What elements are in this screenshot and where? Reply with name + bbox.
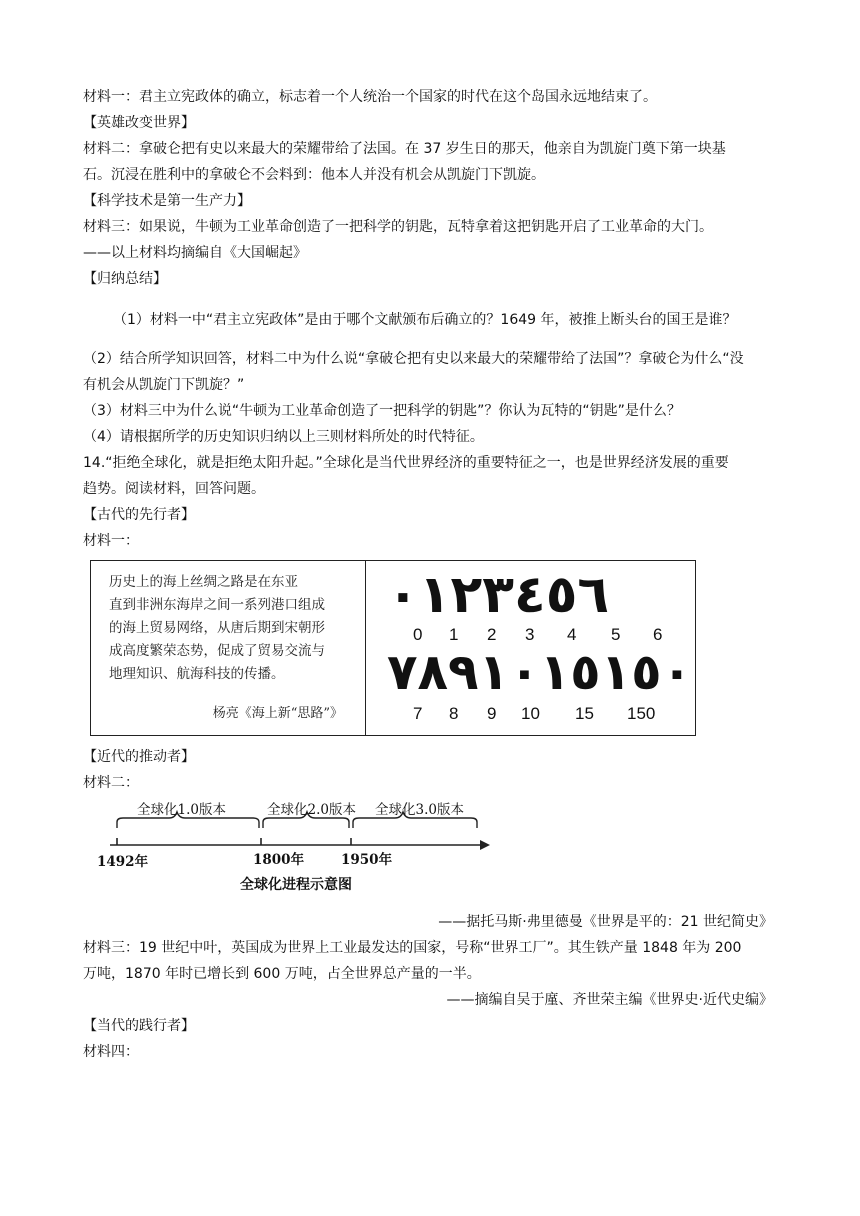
material-3-line-2: 万吨，1870 年时已增长到 600 万吨，占全世界总产量的一半。: [83, 966, 481, 982]
western-numeral: 9: [487, 704, 497, 723]
material-2-line-1: 材料二：拿破仑把有史以来最大的荣耀带给了法国。在 37 岁生日的那天，他亲自为凯旋门奠下第一块基: [83, 141, 726, 157]
timeline-arrow-icon: [480, 840, 490, 850]
figure-source: 杨亮《海上新“思路”》: [212, 706, 343, 721]
material-1: 材料一：君主立宪政体的确立，标志着一个人统治一个国家的时代在这个岛国永远地结束了。: [83, 89, 657, 105]
material-3: 材料三：如果说，牛顿为工业革命创造了一把科学的钥匙，瓦特拿着这把钥匙开启了工业革命的大门。: [83, 219, 713, 235]
heading-summary: 【归纳总结】: [83, 271, 167, 287]
western-numeral: 0: [413, 625, 423, 644]
figure-text-line: 的海上贸易网络，从唐后期到宋朝形: [109, 620, 325, 636]
arabic-numerals-row-2: ٧٨٩١٠١٥١٥٠: [387, 643, 693, 701]
label-globalization-1: 全球化1.0版本: [137, 802, 226, 818]
heading-science: 【科学技术是第一生产力】: [83, 193, 251, 209]
question-4: （4）请根据所学的历史知识归纳以上三则材料所处的时代特征。: [83, 429, 484, 445]
western-numerals-row-2: [367, 704, 695, 724]
western-numeral: 15: [575, 704, 594, 723]
material-4-label: 材料四：: [83, 1044, 139, 1060]
heading-modern: 【近代的推动者】: [83, 749, 195, 765]
western-numeral: 3: [525, 625, 535, 644]
timeline-caption: 全球化进程示意图: [240, 877, 352, 893]
question-2-line-2: 有机会从凯旋门下凯旋？”: [83, 377, 245, 393]
material-2-label: 材料二：: [83, 775, 139, 791]
figure-text-line: 地理知识、航海科技的传播。: [109, 666, 285, 682]
western-numeral: 10: [521, 704, 540, 723]
question-3: （3）材料三中为什么说“牛顿为工业革命创造了一把科学的钥匙”？你认为瓦特的“钥匙”是什么？: [83, 403, 681, 419]
material-2-line-2: 石。沉浸在胜利中的拿破仑不会料到：他本人并没有机会从凯旋门下凯旋。: [83, 167, 545, 183]
western-numeral: 8: [449, 704, 459, 723]
figure-text-line: 成高度繁荣态势，促成了贸易交流与: [109, 643, 325, 659]
heading-ancient: 【古代的先行者】: [83, 507, 195, 523]
question-1: （1）材料一中“君主立宪政体”是由于哪个文献颁布后确立的？1649 年，被推上断头台的国王是谁？: [113, 312, 737, 328]
western-numeral: 6: [653, 625, 663, 644]
western-numerals-row-1: [367, 625, 695, 645]
question-2-line-1: （2）结合所学知识回答，材料二中为什么说“拿破仑把有史以来最大的荣耀带给了法国”？拿破仑为什么“没: [83, 351, 744, 367]
globalization-timeline: [95, 800, 495, 900]
western-numeral: 7: [413, 704, 423, 723]
question-14-line-2: 趋势。阅读材料，回答问题。: [83, 481, 265, 497]
figure-text-line: 直到非洲东海岸之间一系列港口组成: [109, 597, 325, 613]
figure-silk-road-numerals: [90, 560, 696, 736]
figure-text-panel: [91, 561, 366, 735]
material-1-label: 材料一：: [83, 533, 139, 549]
year-1492: 1492年: [97, 854, 149, 870]
western-numeral: 150: [627, 704, 656, 723]
heading-current: 【当代的践行者】: [83, 1018, 195, 1034]
figure-text-line: 历史上的海上丝绸之路是在东亚: [109, 574, 298, 590]
arabic-numerals-row-1: ٠١٢٣٤٥٦: [387, 565, 610, 625]
western-numeral: 4: [567, 625, 577, 644]
western-numeral: 1: [449, 625, 459, 644]
material-3-line-1: 材料三：19 世纪中叶，英国成为世界上工业最发达的国家，号称“世界工厂”。其生铁产量 1848 年为 200: [83, 940, 742, 956]
numeral-panel: [367, 561, 695, 735]
source-1: ——以上材料均摘编自《大国崛起》: [83, 245, 307, 261]
western-numeral: 5: [611, 625, 621, 644]
question-14-line-1: 14.“拒绝全球化，就是拒绝太阳升起。”全球化是当代世界经济的重要特征之一，也是世界经济发展的重要: [83, 455, 729, 471]
heading-hero: 【英雄改变世界】: [83, 115, 195, 131]
source-3: ——摘编自吴于廑、齐世荣主编《世界史·近代史编》: [446, 992, 773, 1008]
year-1950: 1950年: [341, 852, 393, 868]
year-1800: 1800年: [253, 852, 305, 868]
western-numeral: 2: [487, 625, 497, 644]
label-globalization-3: 全球化3.0版本: [375, 802, 464, 818]
source-2: ——据托马斯·弗里德曼《世界是平的：21 世纪简史》: [438, 914, 773, 930]
label-globalization-2: 全球化2.0版本: [267, 802, 356, 818]
